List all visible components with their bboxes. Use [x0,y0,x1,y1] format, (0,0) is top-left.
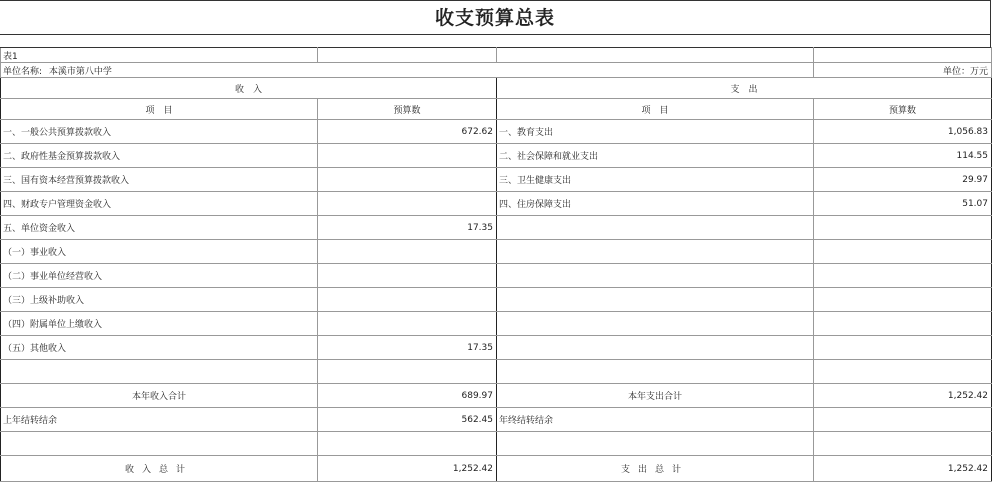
income-item: 五、单位资金收入 [1,216,318,240]
income-item: 四、财政专户管理资金收入 [1,192,318,216]
table-number: 表1 [1,48,318,63]
expense-value [814,264,992,288]
subtotal-row [1,384,992,408]
expense-item [497,336,814,360]
income-value [318,264,497,288]
expense-item: 四、住房保障支出 [497,192,814,216]
expense-value [814,240,992,264]
income-item: 二、政府性基金预算拨款收入 [1,144,318,168]
expense-header: 支 出 [497,78,992,99]
expense-subtotal-label: 本年支出合计 [497,384,814,408]
table-row [1,216,992,240]
table-row [1,192,992,216]
table-row [1,240,992,264]
table-row [1,312,992,336]
expense-subtotal-value: 1,252.42 [814,384,992,408]
expense-total-value: 1,252.42 [814,456,992,482]
expense-item [497,216,814,240]
unit-info-row [1,63,992,78]
income-value [318,240,497,264]
income-item: （一）事业收入 [1,240,318,264]
expense-value: 1,056.83 [814,120,992,144]
expense-item [497,264,814,288]
income-header: 收 入 [1,78,497,99]
expense-value: 51.07 [814,192,992,216]
budget-table [0,47,992,482]
grand-total-row [1,456,992,482]
table-row [1,168,992,192]
expense-item [497,360,814,384]
income-subtotal-value: 689.97 [318,384,497,408]
income-item: 三、国有资本经营预算拨款收入 [1,168,318,192]
table-row [1,288,992,312]
blank-row [1,432,992,456]
income-subtotal-label: 本年收入合计 [1,384,318,408]
income-value: 672.62 [318,120,497,144]
expense-item [497,312,814,336]
table-row [1,336,992,360]
expense-budget-header: 预算数 [814,99,992,120]
income-value [318,360,497,384]
income-value [318,192,497,216]
income-item: 一、一般公共预算拨款收入 [1,120,318,144]
expense-item: 三、卫生健康支出 [497,168,814,192]
income-item: （二）事业单位经营收入 [1,264,318,288]
income-item: （四）附属单位上缴收入 [1,312,318,336]
column-header-row [1,99,992,120]
income-total-label: 收入总计 [1,456,318,482]
table-row [1,264,992,288]
expense-item [497,240,814,264]
expense-value [814,312,992,336]
table-number-row [1,48,992,63]
unit-name-label: 单位名称: [3,66,43,77]
page-title: 收支预算总表 [0,0,991,35]
section-header-row [1,78,992,99]
carryover-row [1,408,992,432]
expense-item: 一、教育支出 [497,120,814,144]
expense-value [814,216,992,240]
income-item [1,360,318,384]
income-total-value: 1,252.42 [318,456,497,482]
table-body [1,120,992,384]
expense-carryover-value [814,408,992,432]
expense-item-header: 项 目 [497,99,814,120]
expense-value [814,336,992,360]
income-value [318,288,497,312]
expense-value: 29.97 [814,168,992,192]
income-value [318,168,497,192]
income-value [318,144,497,168]
expense-total-label: 支出总计 [497,456,814,482]
expense-item: 二、社会保障和就业支出 [497,144,814,168]
income-value: 17.35 [318,216,497,240]
income-budget-header: 预算数 [318,99,497,120]
expense-value [814,288,992,312]
unit-name-cell [1,63,814,78]
expense-value [814,360,992,384]
income-carryover-label: 上年结转结余 [1,408,318,432]
income-item: （三）上级补助收入 [1,288,318,312]
spacer-row [0,34,991,47]
income-value: 17.35 [318,336,497,360]
table-row [1,360,992,384]
table-row [1,120,992,144]
unit-name: 本溪市第八中学 [48,66,112,77]
expense-item [497,288,814,312]
expense-value: 114.55 [814,144,992,168]
income-carryover-value: 562.45 [318,408,497,432]
unit-measure: 单位：万元 [814,63,992,78]
income-item-header: 项 目 [1,99,318,120]
income-value [318,312,497,336]
income-item: （五）其他收入 [1,336,318,360]
table-row [1,144,992,168]
expense-carryover-label: 年终结转结余 [497,408,814,432]
